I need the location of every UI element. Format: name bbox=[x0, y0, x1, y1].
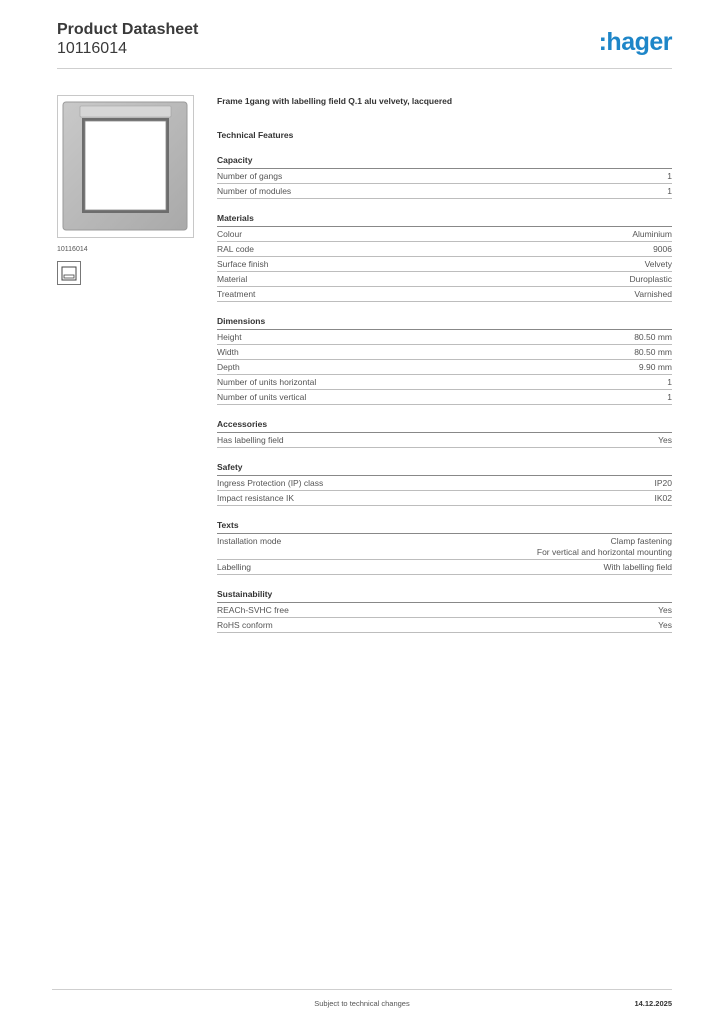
section-title: Dimensions bbox=[217, 316, 672, 330]
spec-value bbox=[655, 478, 673, 489]
spec-section bbox=[217, 419, 672, 448]
spec-value bbox=[603, 562, 672, 573]
spec-label: Width bbox=[217, 347, 239, 357]
spec-label: RoHS conform bbox=[217, 620, 273, 630]
spec-row bbox=[217, 287, 672, 302]
spec-value bbox=[653, 244, 672, 255]
footer-date: 14.12.2025 bbox=[634, 999, 672, 1008]
page-header bbox=[57, 20, 672, 70]
product-image bbox=[57, 95, 194, 238]
spec-label: Has labelling field bbox=[217, 435, 284, 445]
spec-value-line: Aluminium bbox=[632, 229, 672, 239]
spec-section bbox=[217, 213, 672, 302]
spec-value bbox=[667, 377, 672, 388]
spec-value-line: Yes bbox=[658, 435, 672, 445]
spec-value-line: 9006 bbox=[653, 244, 672, 254]
document-title: Product Datasheet bbox=[57, 21, 199, 38]
spec-row bbox=[217, 476, 672, 491]
spec-label: Number of gangs bbox=[217, 171, 283, 181]
spec-section bbox=[217, 316, 672, 405]
spec-value bbox=[634, 347, 672, 358]
footer-divider bbox=[52, 989, 672, 990]
spec-label: Depth bbox=[217, 362, 240, 372]
spec-value bbox=[658, 435, 672, 446]
labelling-field-symbol-icon bbox=[57, 261, 81, 285]
spec-value-line: 1 bbox=[667, 171, 672, 181]
spec-label: Height bbox=[217, 332, 242, 342]
spec-value-line: Varnished bbox=[634, 289, 672, 299]
spec-label: Surface finish bbox=[217, 259, 269, 269]
spec-value bbox=[645, 259, 672, 270]
spec-value-line: Duroplastic bbox=[629, 274, 672, 284]
spec-row bbox=[217, 433, 672, 448]
spec-value bbox=[537, 536, 672, 558]
spec-value-line: 80.50 mm bbox=[634, 332, 672, 342]
spec-row bbox=[217, 618, 672, 633]
spec-value-line: For vertical and horizontal mounting bbox=[536, 547, 672, 557]
spec-value-line: Velvety bbox=[644, 259, 672, 269]
spec-value bbox=[667, 186, 672, 197]
spec-label: Material bbox=[217, 274, 248, 284]
spec-row bbox=[217, 227, 672, 242]
spec-row bbox=[217, 375, 672, 390]
spec-value bbox=[658, 620, 672, 631]
spec-section bbox=[217, 589, 672, 633]
spec-value-line: IK02 bbox=[654, 493, 672, 503]
spec-value-line: 1 bbox=[667, 377, 672, 387]
spec-value bbox=[632, 229, 672, 240]
spec-value-line: 1 bbox=[667, 186, 672, 196]
spec-label: Ingress Protection (IP) class bbox=[217, 478, 324, 488]
spec-row bbox=[217, 345, 672, 360]
spec-row bbox=[217, 360, 672, 375]
specification-sections bbox=[217, 155, 672, 633]
spec-row bbox=[217, 390, 672, 405]
frame-1gang-image bbox=[58, 96, 193, 237]
spec-label: Installation mode bbox=[217, 536, 282, 546]
spec-label: Number of modules bbox=[217, 186, 292, 196]
product-name: Frame 1gang with labelling field Q.1 alu velvety, lacquered bbox=[217, 96, 453, 106]
spec-label: Number of units horizontal bbox=[217, 377, 317, 387]
spec-row bbox=[217, 491, 672, 506]
spec-value bbox=[667, 392, 672, 403]
spec-value-line: 1 bbox=[667, 392, 672, 402]
spec-value bbox=[629, 274, 672, 285]
spec-value-line: IP20 bbox=[654, 478, 672, 488]
section-title: Materials bbox=[217, 213, 672, 227]
section-title: Capacity bbox=[217, 155, 672, 169]
spec-value bbox=[655, 493, 673, 504]
header-divider bbox=[57, 68, 672, 69]
spec-label: RAL code bbox=[217, 244, 255, 254]
spec-section bbox=[217, 155, 672, 199]
spec-row bbox=[217, 603, 672, 618]
technical-features-heading: Technical Features bbox=[217, 130, 294, 140]
image-caption: 10116014 bbox=[57, 246, 88, 253]
spec-value-line: Yes bbox=[658, 620, 672, 630]
spec-row bbox=[217, 257, 672, 272]
spec-row bbox=[217, 272, 672, 287]
spec-label: Treatment bbox=[217, 289, 256, 299]
spec-value bbox=[634, 332, 672, 343]
section-title: Texts bbox=[217, 520, 672, 534]
spec-row bbox=[217, 169, 672, 184]
spec-label: Labelling bbox=[217, 562, 252, 572]
spec-value bbox=[667, 171, 672, 182]
spec-label: Colour bbox=[217, 229, 243, 239]
footer-note: Subject to technical changes bbox=[314, 999, 410, 1008]
spec-value-line: With labelling field bbox=[603, 562, 672, 572]
spec-value-line: Clamp fastening bbox=[610, 536, 672, 546]
spec-label: REACh-SVHC free bbox=[217, 605, 289, 615]
spec-value-line: 80.50 mm bbox=[634, 347, 672, 357]
spec-row bbox=[217, 534, 672, 560]
spec-value bbox=[658, 605, 672, 616]
product-image-column bbox=[57, 95, 194, 285]
spec-label: Number of units vertical bbox=[217, 392, 307, 402]
section-title: Accessories bbox=[217, 419, 672, 433]
spec-section bbox=[217, 520, 672, 575]
spec-value-line: 9.90 mm bbox=[638, 362, 672, 372]
spec-section bbox=[217, 462, 672, 506]
article-number: 10116014 bbox=[57, 40, 127, 57]
specification-content bbox=[217, 95, 672, 633]
hager-logo: :hager bbox=[598, 28, 672, 56]
spec-value-line: Yes bbox=[658, 605, 672, 615]
spec-label: Impact resistance IK bbox=[217, 493, 295, 503]
spec-value bbox=[639, 362, 672, 373]
section-title: Safety bbox=[217, 462, 672, 476]
spec-row bbox=[217, 560, 672, 575]
spec-row bbox=[217, 242, 672, 257]
spec-value bbox=[634, 289, 672, 300]
spec-row bbox=[217, 184, 672, 199]
spec-row bbox=[217, 330, 672, 345]
section-title: Sustainability bbox=[217, 589, 672, 603]
